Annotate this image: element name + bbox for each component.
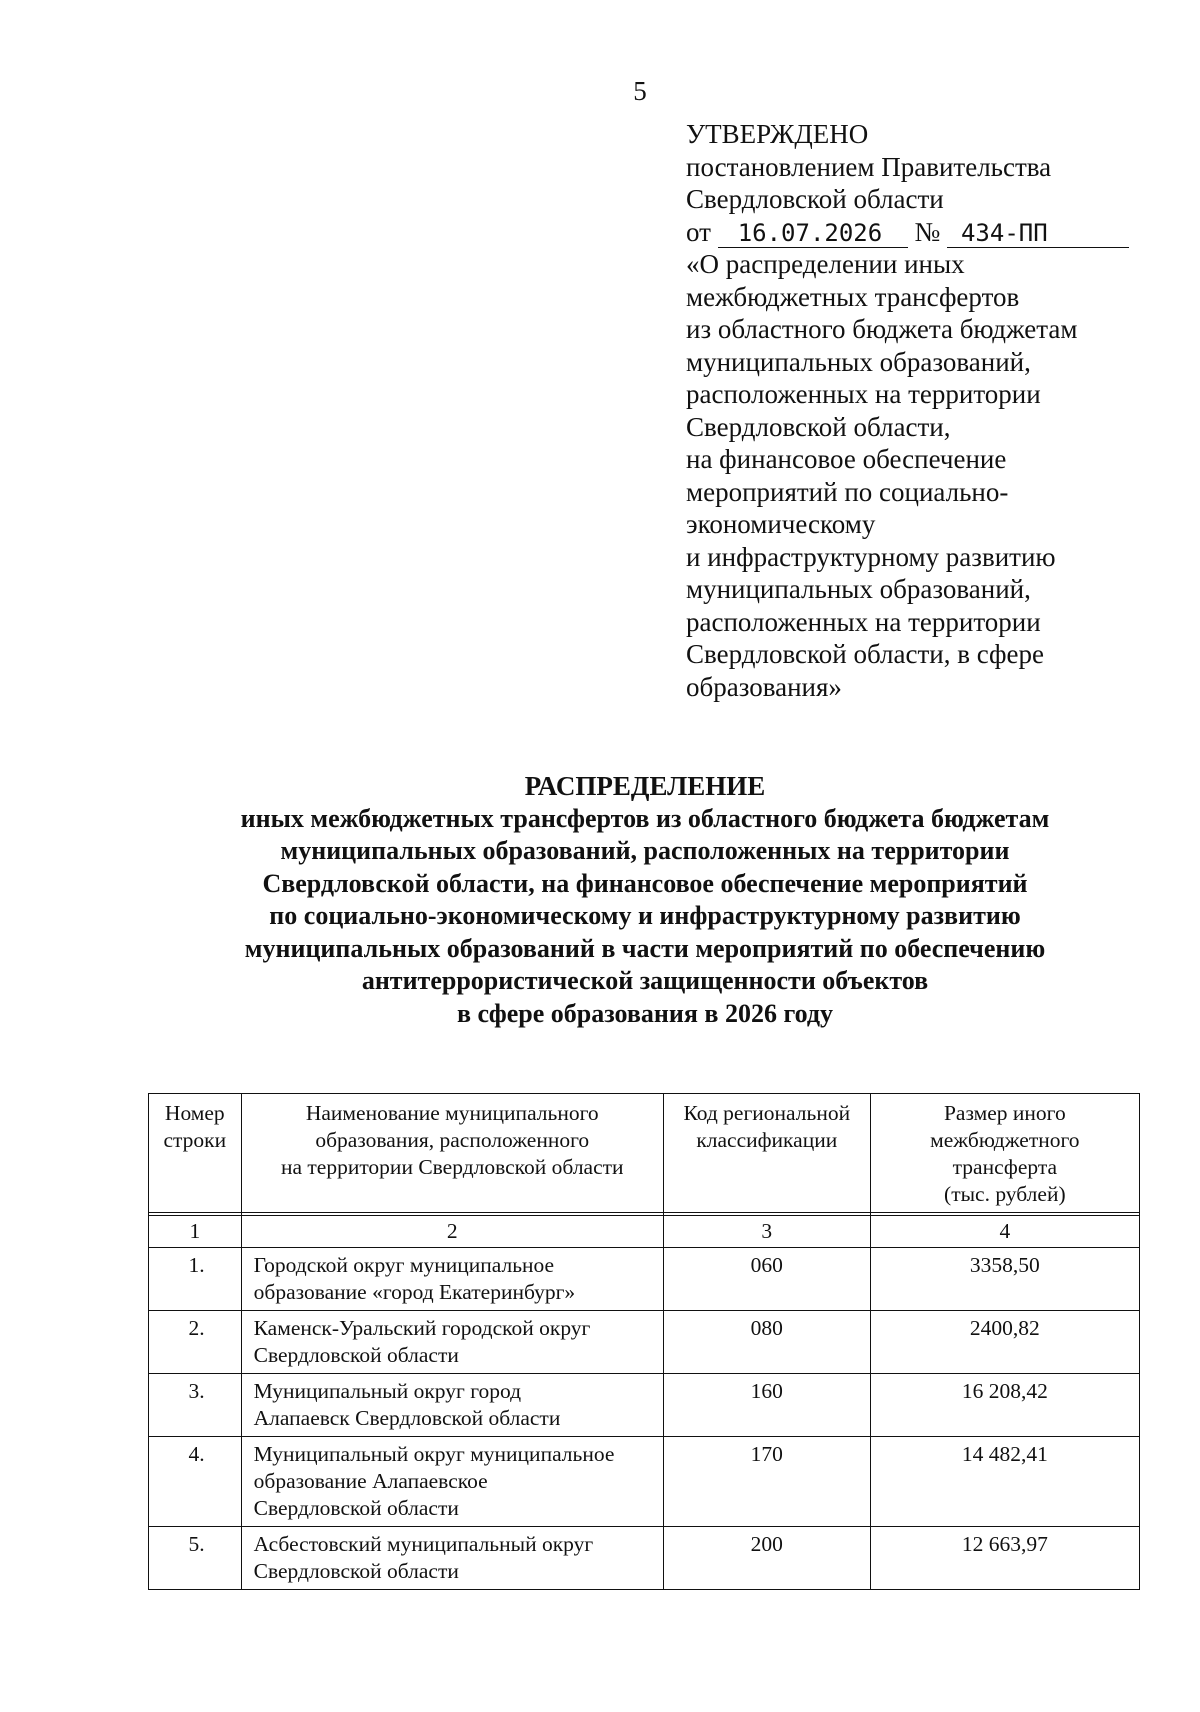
approval-line-1: постановлением Правительства [686, 151, 1052, 182]
table-row [149, 1311, 1140, 1374]
transfer-amount: 16 208,42 [870, 1374, 1139, 1437]
column-number: 2 [241, 1216, 663, 1248]
municipality-name: Асбестовский муниципальный округ Свердловской области [241, 1527, 663, 1590]
title-line: иных межбюджетных трансфертов из областного бюджета бюджетам [240, 803, 1050, 833]
region-code: 170 [663, 1437, 870, 1527]
approval-stamp [686, 118, 1146, 703]
approval-desc-line: образования» [686, 671, 842, 702]
approval-desc-line: муниципальных образований, [686, 346, 1031, 377]
page-number: 5 [633, 76, 647, 106]
municipality-name: Муниципальный округ город Алапаевск Свердловской области [241, 1374, 663, 1437]
column-number: 3 [663, 1216, 870, 1248]
table-row [149, 1437, 1140, 1527]
approval-desc-line: расположенных на территории [686, 606, 1041, 637]
date-prefix: от [686, 216, 711, 247]
table-header-row [149, 1094, 1140, 1213]
table-row [149, 1248, 1140, 1311]
approval-desc-line: муниципальных образований, [686, 574, 1031, 604]
title-line: муниципальных образований, расположенных на территории [280, 836, 1010, 865]
title-line: по социально-экономическому и инфраструктурному развитию [269, 901, 1021, 930]
row-number: 2. [149, 1311, 242, 1374]
approval-desc-line: из областного бюджета бюджетам [686, 314, 1078, 344]
column-number-row [149, 1216, 1140, 1248]
municipality-name: Городской округ муниципальное образование «город Екатеринбург» [241, 1248, 663, 1311]
row-number: 5. [149, 1527, 242, 1590]
row-number: 4. [149, 1437, 242, 1527]
approval-desc-line: мероприятий по социально- [686, 476, 1009, 507]
region-code: 160 [663, 1374, 870, 1437]
column-number: 4 [870, 1216, 1139, 1248]
region-code: 200 [663, 1527, 870, 1590]
decree-number: 434-ПП [947, 219, 1129, 248]
title-line: в сфере образования в 2026 году [456, 998, 834, 1028]
number-prefix: № [914, 216, 941, 247]
table-row [149, 1527, 1140, 1590]
header-region-code: Код региональной классификации [663, 1094, 870, 1213]
approval-heading: УТВЕРЖДЕНО [686, 119, 869, 149]
title-line: Свердловской области, на финансовое обеспечение мероприятий [262, 868, 1028, 898]
transfer-amount: 14 482,41 [870, 1437, 1139, 1527]
municipality-name: Каменск-Уральский городской округ Свердловской области [241, 1311, 663, 1374]
approval-desc-line: Свердловской области, [686, 411, 951, 442]
approval-desc-line: Свердловской области, в сфере [686, 639, 1044, 669]
approval-desc-line: «О распределении иных [686, 249, 965, 279]
approval-date-row [686, 216, 1146, 249]
row-number: 3. [149, 1374, 242, 1437]
row-number: 1. [149, 1248, 242, 1311]
approval-desc-line: межбюджетных трансфертов [686, 281, 1020, 312]
decree-date: 16.07.2026 [718, 219, 908, 248]
header-municipality-name: Наименование муниципального образования, расположенного на территории Свердловской области [241, 1094, 663, 1213]
transfer-amount: 3358,50 [870, 1248, 1139, 1311]
approval-desc-line: расположенных на территории [686, 379, 1041, 409]
region-code: 080 [663, 1311, 870, 1374]
approval-desc-line: и инфраструктурному развитию [686, 541, 1056, 572]
municipality-name: Муниципальный округ муниципальное образование Алапаевское Свердловской области [241, 1437, 663, 1527]
distribution-table [148, 1093, 1140, 1590]
approval-desc-line: на финансовое обеспечение [686, 444, 1007, 474]
title-line: муниципальных образований в части мероприятий по обеспечению [244, 933, 1046, 963]
document-title [150, 770, 1140, 1030]
title-main: РАСПРЕДЕЛЕНИЕ [524, 771, 766, 801]
header-transfer-amount: Размер иного межбюджетного трансферта (тыс. рублей) [870, 1094, 1139, 1213]
title-line: антитеррористической защищенности объектов [361, 966, 929, 995]
approval-desc-line: экономическому [686, 509, 876, 539]
region-code: 060 [663, 1248, 870, 1311]
table-row [149, 1374, 1140, 1437]
header-row-number: Номер строки [149, 1094, 242, 1213]
transfer-amount: 12 663,97 [870, 1527, 1139, 1590]
column-number: 1 [149, 1216, 242, 1248]
approval-line-2: Свердловской области [686, 184, 944, 214]
transfer-amount: 2400,82 [870, 1311, 1139, 1374]
